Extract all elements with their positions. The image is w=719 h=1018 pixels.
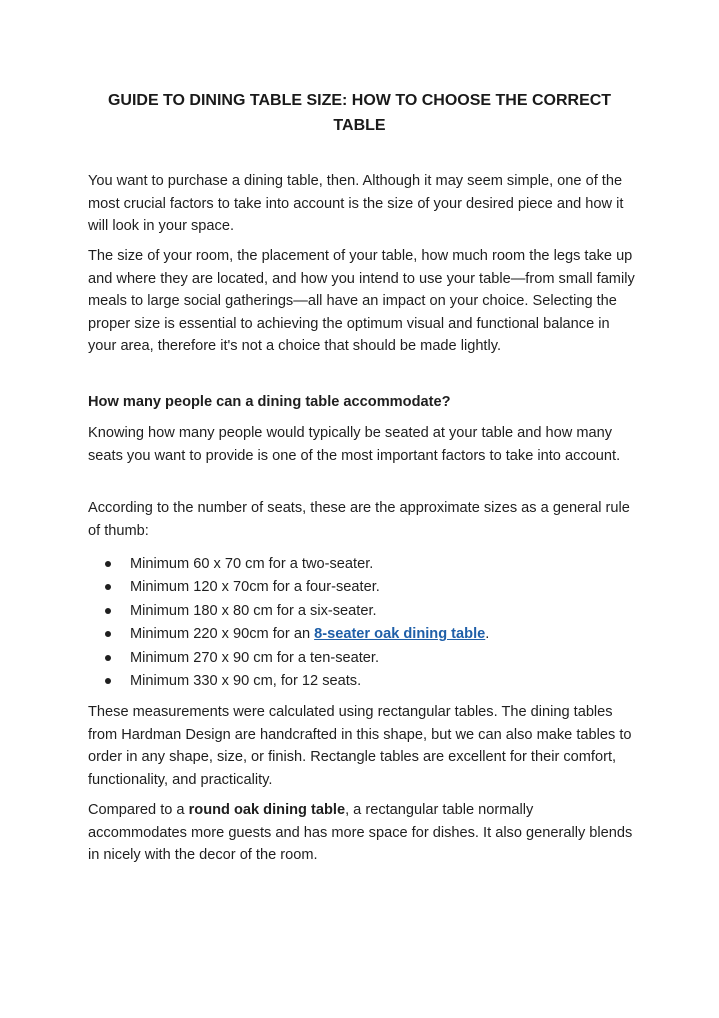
size-list [88, 553, 636, 693]
list-item [88, 647, 636, 670]
seating-paragraph: Knowing how many people would typically be seated at your table and how many seats you want to provide is one of the most important factors to take into account. [88, 425, 621, 464]
list-item [88, 576, 636, 599]
list-item-text: Minimum 120 x 70cm for a four-seater. [130, 579, 380, 596]
list-item-text: Minimum 220 x 90cm for an [130, 626, 315, 643]
list-item-text: Minimum 270 x 90 cm for a ten-seater. [130, 649, 380, 666]
bullet-icon [105, 584, 111, 590]
section-heading: How many people can a dining table accommodate? [88, 394, 451, 410]
rule-of-thumb-paragraph: According to the number of seats, these are the approximate sizes as a general rule of thumb: [88, 500, 630, 539]
bullet-icon [105, 561, 111, 567]
room-factors-paragraph: The size of your room, the placement of your table, how much room the legs take up and where they are located, and how you intend to use your table—from small family meals to large social gatherings—all have an impact on your choice. Selecting the proper size is essential to achieving the optimum visual and functional balance in your area, therefore it's not a choice that should be made lightly. [88, 248, 635, 355]
rectangular-tables-paragraph: These measurements were calculated using rectangular tables. The dining tables from Hardman Design are handcrafted in this shape, but we can also make tables to order in any shape, size, or finish. Rectangle tables are excellent for their comfort, functionality, and practicality. [88, 704, 632, 788]
list-item [88, 623, 636, 646]
bullet-icon [105, 631, 111, 637]
oak-table-link[interactable]: 8-seater oak dining table [314, 626, 486, 643]
round-table-term: round oak dining table [188, 802, 346, 818]
list-item-text-end: . [485, 626, 490, 643]
page-title: GUIDE TO DINING TABLE SIZE: HOW TO CHOOSE THE CORRECT TABLE [107, 92, 612, 134]
list-item [88, 600, 636, 623]
list-item-text: Minimum 180 x 80 cm for a six-seater. [130, 602, 377, 619]
list-item [88, 553, 636, 576]
intro-paragraph: You want to purchase a dining table, then. Although it may seem simple, one of the most crucial factors to take into account is the size of your desired piece and how it will look in your space. [88, 173, 624, 235]
bullet-icon [105, 678, 111, 684]
bullet-icon [105, 655, 111, 661]
comparison-paragraph [88, 799, 636, 867]
list-item [88, 670, 636, 693]
comparison-text-start: Compared to a [88, 802, 189, 818]
list-item-text: Minimum 60 x 70 cm for a two-seater. [130, 556, 374, 572]
bullet-icon [105, 608, 111, 614]
list-item-text: Minimum 330 x 90 cm, for 12 seats. [130, 673, 362, 690]
comparison-text-end: , a rectangular table normally accommodates more guests and has more space for dishes. It also generally blends in nicely with the decor of the room. [88, 802, 633, 864]
